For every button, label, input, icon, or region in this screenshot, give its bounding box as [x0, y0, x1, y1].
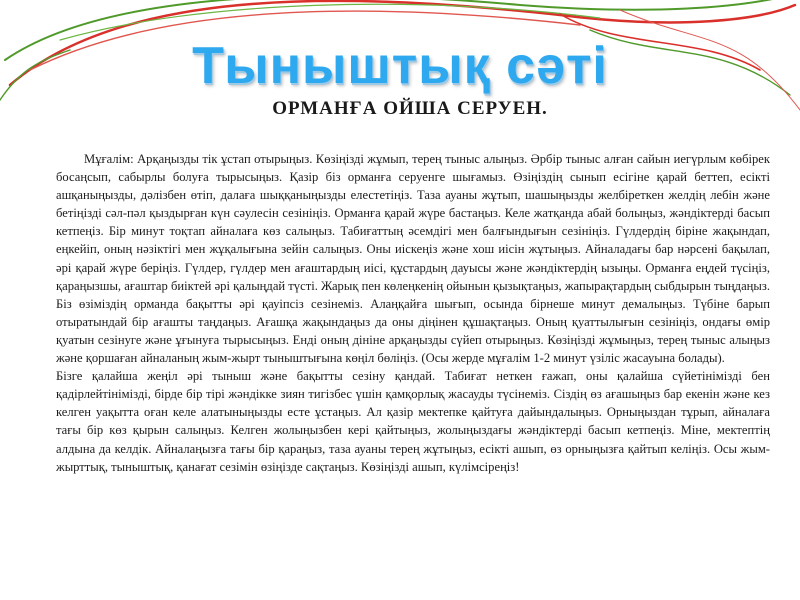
slide-title: Тыныштық сәті — [192, 37, 608, 95]
paragraph-2: Бізге қалайша жеңіл әрі тыныш және бақытты сезіну қандай. Табиғат неткен ғажап, оны қалайша сүйетініміздi бен қадірлейтінімізді, бірде бір тірі жәндікке зиян тигізбес үшін қамқорлық жасауды түсінеміз. Сіздің өз ағашыңыз бар екенін және кез келген уақытта оған келе алатыныңызды есте ұстаңыз. Ал қазір мектепке қайтуға дайындалыңыз. Орныңыздан тұрып, айналаға тағы бір көз қырын салыңыз. Келген жолыңызбен кері қайтыңыз, жолыңыздағы жәндіктерді басып кетпеңіз. Міне, мектептің алдына да келдік. Айналаңызға тағы бір қараңыз, таза ауаны терең жұтыңыз, есікті ашып, өз орныңызға қайтып келіңіз. Осы жым-жырттық, тыныштық, қанағат сезімін өзіңізде сақтаңыз. Көзіңізді ашып, күлімсіреңіз! — [56, 369, 770, 474]
swirl-green-top-2 — [60, 4, 600, 40]
paragraph-1: Мұғалім: Арқаңызды тік ұстап отырыңыз. Көзіңізді жұмып, терең тыныс алыңыз. Әрбір тыныс алған сайын иегүрлым көбірек босаңсып, сабырлы болуға тырысыңыз. Қазір біз орманға серуенге шығамыз. Өзіңіздің сынып есігіне қарай беттеп, есікті ашқаныңызды, дәлізбен өтіп, далаға шыққаныңызды елестетіңіз. Таза ауаны жұтып, шашыңызды желбіреткен желдің лебін және бетіңізді сәл-пәл қыздырған күн сәулесін сезініңіз. Орманға қарай жүре бастаңыз. Келе жатқанда абай болыңыз, жәндіктерді басып кетпеңіз. Бір минут тоқтап айналаға көз салыңыз. Табиғаттың әсемдігі мен балғындығын сезініңіз. Гүлдердің біріне жақындап, еңкейіп, оның нәзіктігі мен жұқалығына зейін салыңыз. Оны иіскеңіз және хош иісін жұтыңыз. Айналадағы бар нәрсені бақылап, әрі қарай жүре беріңіз. Гүлдер, гүлдер мен ағаштардың иісі, құстардың дауысы және жәндіктердің ызыңы. Орманға еңдей түсіңіз, қараңызшы, ағаштар биіктей әрі қалыңдай түсті. Жарық пен көлеңкенің ойынын қызықтаңыз, жапырақтардың сыбдырын тыңдаңыз. Біз өзіміздің орманда бақытты әрі қауіпсіз сезінеміз. Алаңқайға шығып, осында бірнеше минут демалыңыз. Түбіне барып отыратындай бір ағашты таңдаңыз. Ағашқа жақындаңыз да оны діңінен құшақтаңыз. Оның қуаттылығын сезініңіз, ондағы өмір қуатын сезінуге және ұғынуға тырысыңыз. Енді оның дініне арқаңызды сүйеп отырыңыз. Көзіңізді жұмыңыз, терең тыныс алыңыз және қоршаған айналаның жым-жырт тыныштығына көңіл бөліңіз. (Осы жерде мұғалім 1-2 минут үзіліс жасауына болады). — [56, 152, 770, 366]
body-text — [56, 150, 770, 476]
slide-subtitle: ОРМАНҒА ОЙША СЕРУЕН. — [272, 98, 548, 119]
